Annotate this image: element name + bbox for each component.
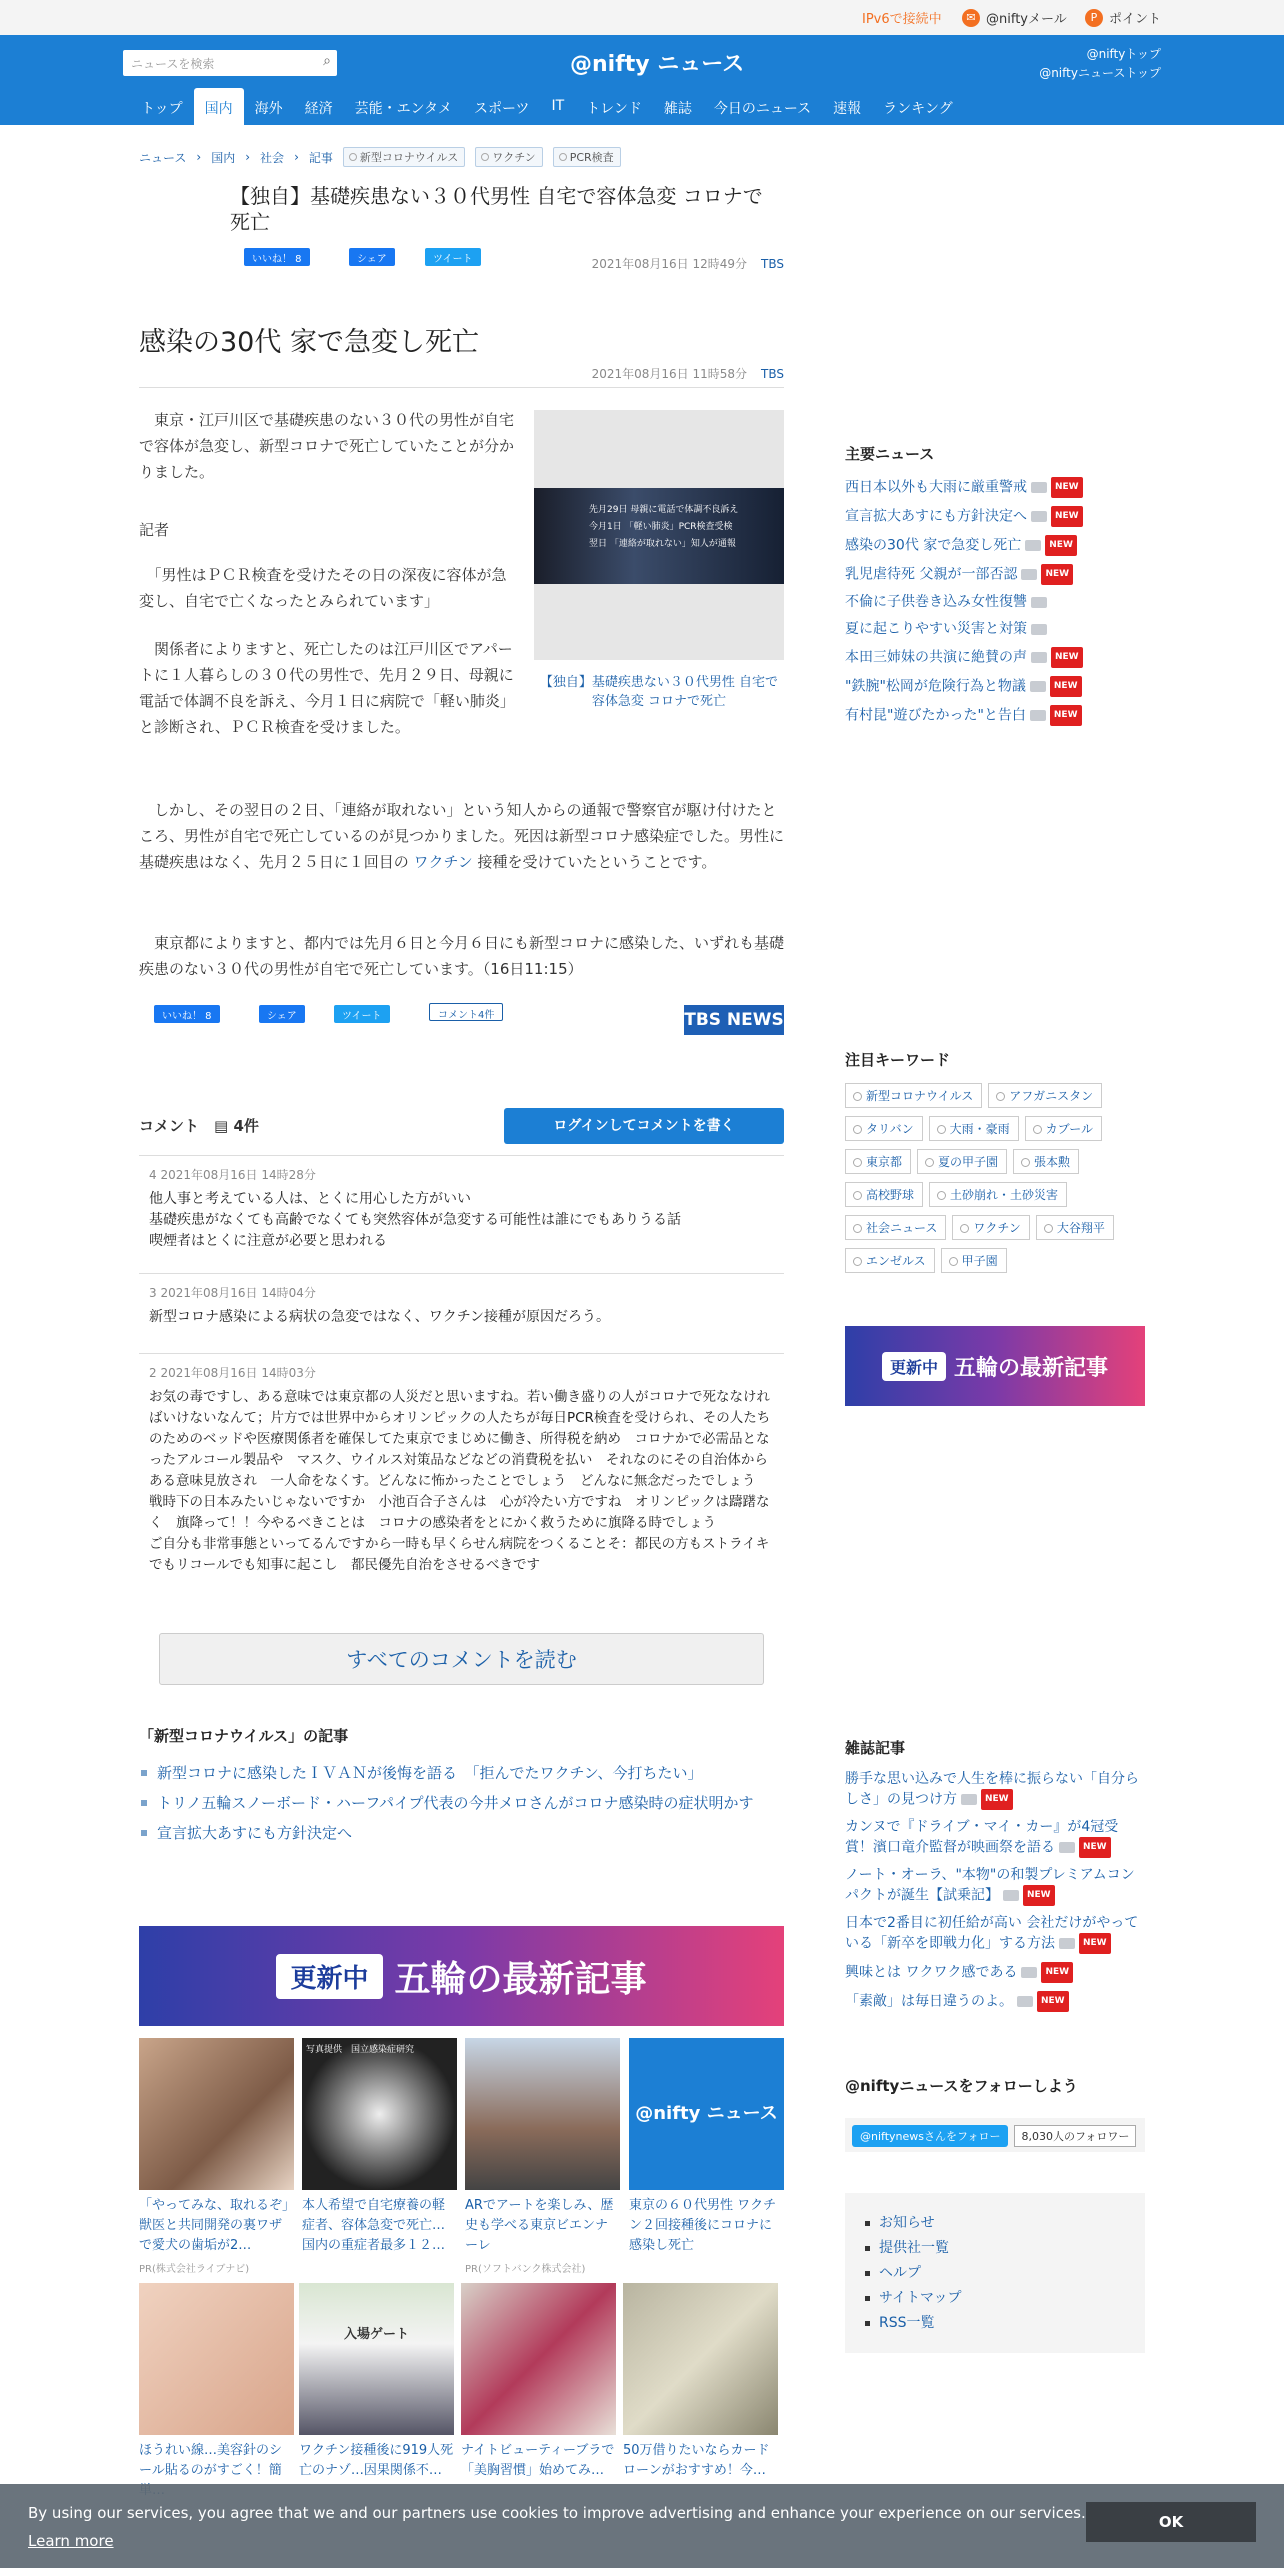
card-image: 写真提供 国立感染症研究 bbox=[302, 2038, 457, 2190]
footer-link[interactable]: お知らせ bbox=[865, 2211, 1125, 2236]
tag-corona[interactable]: 新型コロナウイルス bbox=[343, 147, 465, 167]
camera-icon bbox=[1021, 1967, 1037, 1978]
olympics-banner-side[interactable]: 更新中 五輪の最新記事 bbox=[845, 1326, 1145, 1406]
vaccine-link[interactable]: ワクチン bbox=[413, 853, 473, 871]
camera-icon bbox=[1017, 1996, 1033, 2007]
photo-caption[interactable]: 【独自】基礎疾患ない３０代男性 自宅で容体急変 コロナで死亡 bbox=[539, 675, 779, 709]
comment-item: 3 2021年08月16日 14時04分 新型コロナ感染による病状の急変ではなく、ワクチン接種が原因だろう。 bbox=[139, 1273, 784, 1328]
nifty-news-top-link[interactable]: @niftyニューストップ bbox=[1039, 66, 1161, 80]
keyword-tag[interactable]: 夏の甲子園 bbox=[917, 1149, 1007, 1174]
nav-economy[interactable]: 経済 bbox=[304, 101, 333, 117]
nav-ranking[interactable]: ランキング bbox=[883, 101, 953, 117]
top-links bbox=[1039, 45, 1161, 83]
tweet-button[interactable]: ツイート bbox=[334, 1005, 390, 1023]
tweet-button[interactable]: ツイート bbox=[425, 248, 481, 266]
keyword-tag[interactable]: タリバン bbox=[845, 1116, 923, 1141]
photo-image: 先月29日 母親に電話で体調不良訴え 今月1日 「軽い肺炎」PCR検査受検 翌日 「連絡が取れない」知人が通報 bbox=[534, 488, 784, 584]
breadcrumb: ニュース › 国内 › 社会 › 記事 新型コロナウイルス ワクチン PCR検査 bbox=[139, 147, 621, 167]
nav-sports[interactable]: スポーツ bbox=[474, 101, 530, 117]
keyword-tag[interactable]: 土砂崩れ・土砂災害 bbox=[929, 1182, 1067, 1207]
nav-today[interactable]: 今日のニュース bbox=[713, 101, 812, 117]
camera-icon bbox=[1059, 1938, 1075, 1949]
magazine-item[interactable]: カンヌで『ドライブ・マイ・カー』が4冠受賞！濱口竜介監督が映画祭を語る NEW bbox=[845, 1818, 1145, 1858]
comment-count-button[interactable]: コメント4件 bbox=[429, 1003, 503, 1021]
keyword-tag[interactable]: 東京都 bbox=[845, 1149, 911, 1174]
recommend-card[interactable]: ナイトビューティーブラで「美胸習慣」始めてみ… bbox=[461, 2283, 616, 2501]
olympics-banner[interactable]: 更新中 五輪の最新記事 bbox=[139, 1926, 784, 2026]
main-news-item[interactable]: 有村昆"遊びたかった"と告白 NEW bbox=[845, 705, 1145, 726]
article-date: 2021年08月16日 11時58分 TBS bbox=[591, 367, 784, 381]
sidebar bbox=[845, 125, 1145, 2425]
article-paragraph: 「男性はＰＣＲ検査を受けたその日の深夜に容体が急変し、自宅で亡くなったとみられています」 bbox=[139, 566, 507, 610]
comment-item: 2 2021年08月16日 14時03分 お気の毒ですし、ある意味では東京都の人災だと思いますね。若い働き盛りの人がコロナで死ななければいけないなんて；片方では世界中からオリンピックの人たちが毎日PCR検査を受けられ、その人たちのためのベッドや医療関係者を確保してた東京でまじめに働き、所得税を納め コロナかで必需品となったアルコール製品や マスク、ウイルス対策品などなどの消費税を払い それなのにその自治体から ある意味見放され 一人命をなくす。どんなに怖かったことでしょう どんなに無念だったでしょう 戦時下の日本みたいじゃないですか 小池百合子さんは 心が冷たい方ですね オリンピックは躊躇なく 旗降って！！今やるべきことは コロナの感染者をとにかく救うために旗降る時でしょう ご自分も非常事態といってるんですから一時も早くらせん病院をつくることそ：都民の方もストライキでもリコールでも知事に起こし 都民優先自治をさせるべきです bbox=[139, 1353, 784, 1576]
related-list bbox=[139, 1760, 784, 1850]
magazine-item[interactable]: 勝手な思い込みで人生を棒に振らない「自分らしさ」の見つけ方 NEW bbox=[845, 1770, 1145, 1810]
keyword-tag[interactable]: 大谷翔平 bbox=[1036, 1215, 1114, 1240]
search-icon[interactable]: ⌕ bbox=[323, 53, 331, 69]
new-badge: NEW bbox=[1079, 1837, 1111, 1858]
magazine-item[interactable]: 日本で2番目に初任給が高い 会社だけがやっている「新卒を即戦力化」する方法 NEW bbox=[845, 1914, 1145, 1954]
nav-trend[interactable]: トレンド bbox=[586, 101, 642, 117]
card-image bbox=[139, 2038, 294, 2190]
article-paragraph: しかし、その翌日の２日、「連絡が取れない」という知人からの通報で警察官が駆け付けたところ、男性が自宅で死亡しているのが見つかりました。死因は新型コロナ感染症でした。男性に基礎疾患はなく、先月２５日に１回目の ワクチン 接種を受けていたということです。 bbox=[139, 801, 785, 871]
read-all-comments-button[interactable]: すべてのコメントを読む bbox=[159, 1633, 764, 1685]
keyword-tag[interactable]: カブール bbox=[1025, 1116, 1102, 1141]
nav-it[interactable]: IT bbox=[551, 98, 565, 114]
mail-link[interactable]: ✉ @niftyメール bbox=[962, 8, 1067, 27]
new-badge: NEW bbox=[1051, 477, 1083, 498]
camera-icon bbox=[1031, 511, 1047, 522]
footer-link[interactable]: ヘルプ bbox=[865, 2261, 1125, 2286]
recommend-card[interactable]: 写真提供 国立感染症研究 本人希望で自宅療養の軽症者、容体急変で死亡… 国内の重症者最多１２… bbox=[302, 2038, 457, 2256]
main-news-item[interactable]: 乳児虐待死 父親が一部否認 NEW bbox=[845, 564, 1145, 585]
follow-heading: @niftyニュースをフォローしよう bbox=[845, 2077, 1078, 2095]
new-badge: NEW bbox=[1079, 1933, 1111, 1954]
utility-bar bbox=[0, 0, 1284, 35]
follower-count: 8,030人のフォロワー bbox=[1014, 2125, 1136, 2147]
footer-link[interactable]: RSS一覧 bbox=[865, 2311, 1125, 2336]
site-logo[interactable]: @nifty ニュース bbox=[570, 52, 745, 77]
camera-icon bbox=[1059, 1842, 1075, 1853]
magazine-item[interactable]: ノート・オーラ、"本物"の和製プレミアムコンパクトが誕生【試乗記】 NEW bbox=[845, 1866, 1145, 1906]
share-button[interactable]: シェア bbox=[349, 248, 395, 266]
cookie-text: By using our services, you agree that we and our partners use cookies to improve advertising and enhance your experience on our services. bbox=[28, 2504, 1086, 2522]
keyword-tag[interactable]: 張本勲 bbox=[1013, 1149, 1079, 1174]
card-image bbox=[623, 2283, 778, 2435]
recommend-card[interactable]: ARでアートを楽しみ、歴史も学べる東京ビエンナーレ PR(ソフトバンク株式会社) bbox=[465, 2038, 620, 2275]
source-date: 2021年08月16日 12時49分 TBS bbox=[591, 257, 784, 271]
main-news-item[interactable]: 宣言拡大あすにも方針決定へ NEW bbox=[845, 506, 1145, 527]
keyword-tag[interactable]: 高校野球 bbox=[845, 1182, 923, 1207]
nav-magazine[interactable]: 雑誌 bbox=[663, 101, 692, 117]
related-heading: 「新型コロナウイルス」の記事 bbox=[139, 1727, 349, 1745]
footer-link[interactable]: 提供社一覧 bbox=[865, 2236, 1125, 2261]
source-thumbnail[interactable] bbox=[139, 183, 219, 263]
card-image bbox=[461, 2283, 616, 2435]
camera-icon bbox=[1021, 569, 1037, 580]
new-badge: NEW bbox=[981, 1789, 1013, 1810]
camera-icon bbox=[1030, 710, 1046, 721]
learn-more-link[interactable]: Learn more bbox=[28, 2532, 114, 2550]
cookie-banner bbox=[0, 2484, 1284, 2568]
new-badge: NEW bbox=[1050, 676, 1082, 697]
like-button[interactable]: いいね！ 8 bbox=[244, 248, 310, 266]
recommend-card[interactable]: 「やってみな、取れるぞ」獣医と共同開発の裏ワザで愛犬の歯垢が2… PR(株式会社ライブナビ) bbox=[139, 2038, 294, 2275]
tag-vaccine[interactable]: ワクチン bbox=[475, 147, 542, 167]
breadcrumb-domestic[interactable]: 国内 bbox=[211, 150, 236, 165]
nav-overseas[interactable]: 海外 bbox=[254, 101, 283, 117]
new-badge: NEW bbox=[1051, 506, 1083, 527]
footer-links bbox=[845, 2193, 1145, 2353]
new-badge: NEW bbox=[1045, 535, 1077, 556]
keyword-tag[interactable]: エンゼルス bbox=[845, 1248, 935, 1273]
keyword-tag[interactable]: 新型コロナウイルス bbox=[845, 1083, 982, 1108]
category-nav bbox=[130, 88, 964, 125]
nav-domestic[interactable]: 国内 bbox=[194, 88, 244, 125]
card-image bbox=[465, 2038, 620, 2190]
keyword-tag[interactable]: ワクチン bbox=[952, 1215, 1029, 1240]
magazine-heading: 雑誌記事 bbox=[845, 1739, 906, 1757]
footer-link[interactable]: サイトマップ bbox=[865, 2286, 1125, 2311]
follow-bar bbox=[845, 2118, 1145, 2152]
camera-icon bbox=[1031, 652, 1047, 663]
main-news-item[interactable]: 夏に起こりやすい災害と対策 bbox=[845, 620, 1145, 639]
keyword-tag[interactable]: 社会ニュース bbox=[845, 1215, 946, 1240]
like-button[interactable]: いいね！ 8 bbox=[154, 1005, 220, 1023]
magazine-list bbox=[845, 1770, 1145, 2020]
article-paragraph: 記者 bbox=[139, 521, 170, 539]
keyword-list bbox=[845, 1083, 1145, 1273]
article-paragraph: 関係者によりますと、死亡したのは江戸川区でアパートに１人暮らしの３０代の男性で、先月２９日、母親に電話で体調不良を訴え、今月１日に病院で「軽い肺炎」と診断され、ＰＣＲ検査を受けました。 bbox=[139, 640, 514, 736]
source-title[interactable]: 【独自】基礎疾患ない３０代男性 自宅で容体急変 コロナで死亡 bbox=[230, 184, 763, 234]
article-title: 感染の30代 家で急変し死亡 bbox=[139, 327, 479, 358]
breadcrumb-article: 記事 bbox=[308, 150, 333, 165]
recommend-card[interactable]: 入場ゲート ワクチン接種後に919人死亡のナゾ…因果関係不… bbox=[299, 2283, 454, 2501]
nav-breaking[interactable]: 速報 bbox=[833, 101, 862, 117]
tbs-news-logo[interactable]: TBS NEWS bbox=[684, 1005, 784, 1035]
main-news-heading: 主要ニュース bbox=[845, 445, 935, 463]
nifty-top-link[interactable]: @niftyトップ bbox=[1086, 47, 1161, 61]
ipv6-status[interactable]: IPv6で接続中 bbox=[862, 12, 942, 27]
article-paragraph: 東京・江戸川区で基礎疾患のない３０代の男性が自宅で容体が急変し、新型コロナで死亡していたことが分かりました。 bbox=[139, 411, 515, 481]
breadcrumb-news[interactable]: ニュース bbox=[139, 150, 187, 165]
card-image: @nifty ニュース bbox=[629, 2038, 784, 2190]
new-badge: NEW bbox=[1041, 1962, 1073, 1983]
magazine-item[interactable]: 興味とは ワクワク感である NEW bbox=[845, 1962, 1145, 1983]
article-provider[interactable]: TBS bbox=[761, 367, 784, 381]
main-news-item[interactable]: 感染の30代 家で急変し死亡 NEW bbox=[845, 535, 1145, 556]
breadcrumb-society[interactable]: 社会 bbox=[260, 150, 285, 165]
camera-icon bbox=[1025, 540, 1041, 551]
site-header bbox=[0, 35, 1284, 125]
main-news-item[interactable]: "鉄腕"松岡が危険行為と物議 NEW bbox=[845, 676, 1145, 697]
article-photo[interactable] bbox=[534, 410, 784, 660]
recommend-card[interactable]: ほうれい線…美容針のシール貼るのがすごく！簡 bbox=[139, 2283, 294, 2501]
nav-top[interactable]: トップ bbox=[141, 101, 183, 117]
camera-icon bbox=[1031, 597, 1047, 608]
new-badge: NEW bbox=[1023, 1885, 1055, 1906]
related-item[interactable]: 新型コロナに感染したＩＶＡＮが後悔を語る 「拒んでたワクチン、今打ちたい」 bbox=[139, 1760, 784, 1786]
new-badge: NEW bbox=[1050, 705, 1082, 726]
card-image bbox=[139, 2283, 294, 2435]
magazine-item[interactable]: 「素敵」は毎日違うのよ。 NEW bbox=[845, 1991, 1145, 2012]
source-article-box bbox=[139, 183, 784, 283]
divider bbox=[139, 387, 784, 388]
article-paragraph: 東京都によりますと、都内では先月６日と今月６日にも新型コロナに感染した、いずれも基礎疾患のない３０代の男性が自宅で死亡しています。（16日11:15） bbox=[139, 934, 785, 978]
twitter-follow-button[interactable]: @niftynewsさんをフォロー bbox=[852, 2125, 1008, 2147]
mail-icon: ✉ bbox=[962, 9, 980, 27]
cookie-ok-button[interactable]: OK bbox=[1086, 2502, 1256, 2542]
main-news-item[interactable]: 不倫に子供巻き込み女性復讐 bbox=[845, 593, 1145, 612]
source-provider[interactable]: TBS bbox=[761, 257, 784, 271]
related-item[interactable]: トリノ五輪スノーボード・ハーフパイプ代表の今井メロさんがコロナ感染時の症状明かす bbox=[139, 1790, 784, 1816]
tag-pcr[interactable]: PCR検査 bbox=[553, 147, 621, 167]
login-comment-button[interactable]: ログインしてコメントを書く bbox=[504, 1108, 784, 1144]
new-badge: NEW bbox=[1051, 647, 1083, 668]
card-image: 入場ゲート bbox=[299, 2283, 454, 2435]
keyword-tag[interactable]: アフガニスタン bbox=[988, 1083, 1102, 1108]
camera-icon bbox=[961, 1794, 977, 1805]
search-input[interactable]: ニュースを検索 ⌕ bbox=[123, 50, 337, 76]
share-button[interactable]: シェア bbox=[259, 1005, 305, 1023]
point-link[interactable]: P ポイント bbox=[1085, 8, 1161, 27]
main-column bbox=[139, 125, 784, 2025]
point-icon: P bbox=[1085, 9, 1103, 27]
nav-entertainment[interactable]: 芸能・エンタメ bbox=[354, 101, 453, 117]
main-news-list bbox=[845, 477, 1145, 734]
main-news-item[interactable]: 西日本以外も大雨に厳重警戒 NEW bbox=[845, 477, 1145, 498]
new-badge: NEW bbox=[1041, 564, 1073, 585]
camera-icon bbox=[1030, 681, 1046, 692]
comment-item: 4 2021年08月16日 14時28分 他人事と考えている人は、とくに用心した方がいい 基礎疾患がなくても高齢でなくても突然容体が急変する可能性は誰にでもありうる話 喫煙者はとくに注意が必要と思われる bbox=[139, 1155, 784, 1252]
keyword-tag[interactable]: 甲子園 bbox=[941, 1248, 1007, 1273]
recommend-card[interactable]: @nifty ニュース 東京の６０代男性 ワクチン２回接種後にコロナに感染し死亡 bbox=[629, 2038, 784, 2256]
keyword-heading: 注目キーワード bbox=[845, 1051, 951, 1069]
new-badge: NEW bbox=[1037, 1991, 1069, 2012]
camera-icon bbox=[1003, 1890, 1019, 1901]
comment-icon: ▤ bbox=[214, 1117, 229, 1135]
camera-icon bbox=[1031, 624, 1047, 635]
comments-header: コメント ▤ 4件 bbox=[139, 1117, 259, 1135]
recommend-card[interactable]: 50万借りたいならカードローンがおすすめ！今… bbox=[623, 2283, 778, 2501]
camera-icon bbox=[1031, 482, 1047, 493]
keyword-tag[interactable]: 大雨・豪雨 bbox=[929, 1116, 1019, 1141]
main-news-item[interactable]: 本田三姉妹の共演に絶賛の声 NEW bbox=[845, 647, 1145, 668]
related-item[interactable]: 宣言拡大あすにも方針決定へ bbox=[139, 1820, 784, 1846]
